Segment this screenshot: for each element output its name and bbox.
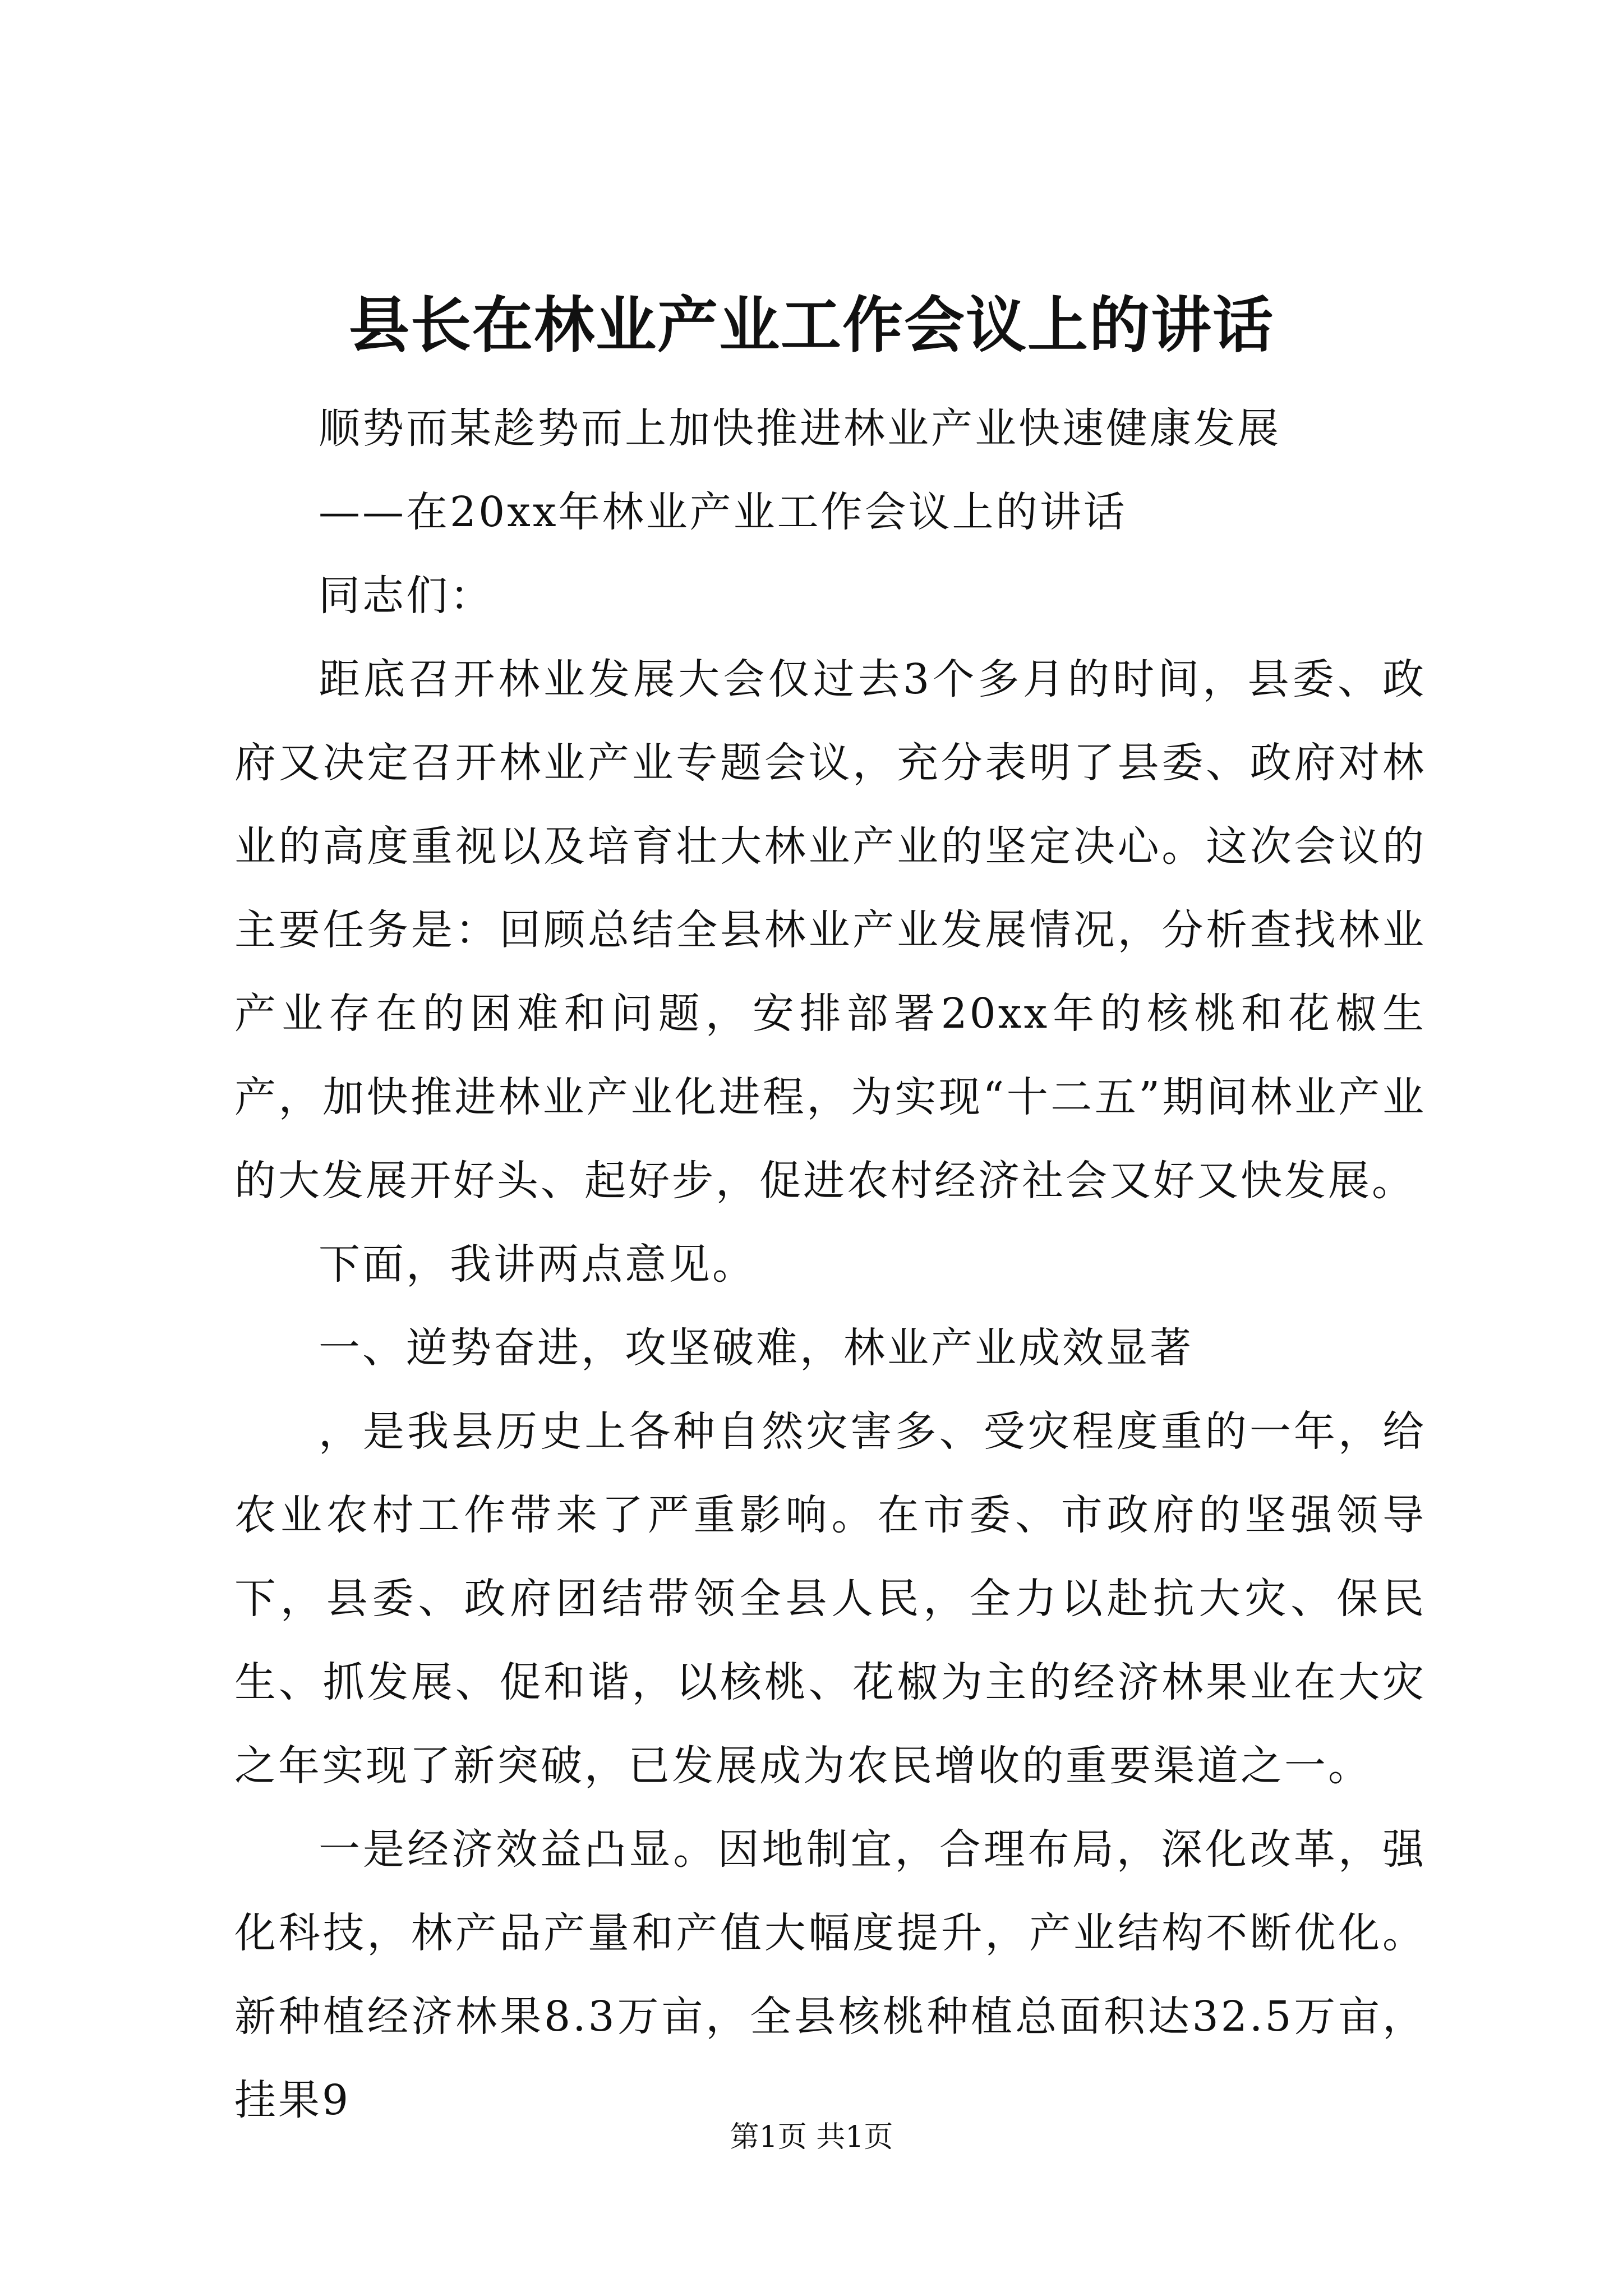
section-1-paragraph: ，是我县历史上各种自然灾害多、受灾程度重的一年，给农业农村工作带来了严重影响。在市委、市政府的坚强领导下，县委、政府团结带领全县人民，全力以赴抗大灾、保民生、抓发展、促和谐，以核桃、花椒为主的经济林果业在大灾之年实现了新突破，已发展成为农民增收的重要渠道之一。 bbox=[234, 1407, 1426, 1790]
page-number-footer: 第1页 共1页 bbox=[730, 2120, 893, 2154]
document-body bbox=[234, 387, 1426, 2142]
salutation-paragraph: 同志们： bbox=[319, 572, 494, 620]
subtitle-paragraph: 顺势而某趁势而上加快推进林业产业快速健康发展 bbox=[319, 404, 1281, 453]
intro-paragraph: 距底召开林业发展大会仅过去3个多月的时间，县委、政府又决定召开林业产业专题会议，充分表明了县委、政府对林业的高度重视以及培育壮大林业产业的坚定决心。这次会议的主要任务是：回顾总结全县林业产业发展情况，分析查找林业产业存在的困难和问题，安排部署20xx年的核桃和花椒生产，加快推进林业产业化进程，为实现“十二五”期间林业产业的大发展开好头、起好步，促进农村经济社会又好又快发展。 bbox=[234, 655, 1426, 1205]
transition-paragraph: 下面，我讲两点意见。 bbox=[319, 1240, 756, 1289]
speech-occasion-paragraph: ——在20xx年林业产业工作会议上的讲话 bbox=[319, 488, 1127, 536]
section-heading-1: 一、逆势奋进，攻坚破难，林业产业成效显著 bbox=[319, 1324, 1193, 1372]
economic-benefit-paragraph: 一是经济效益凸显。因地制宜，合理布局，深化改革，强化科技，林产品产量和产值大幅度提升，产业结构不断优化。新种植经济林果8.3万亩，全县核桃种植总面积达32.5万亩，挂果9 bbox=[234, 1825, 1426, 2124]
document-title: 县长在林业产业工作会议上的讲话 bbox=[348, 290, 1274, 361]
